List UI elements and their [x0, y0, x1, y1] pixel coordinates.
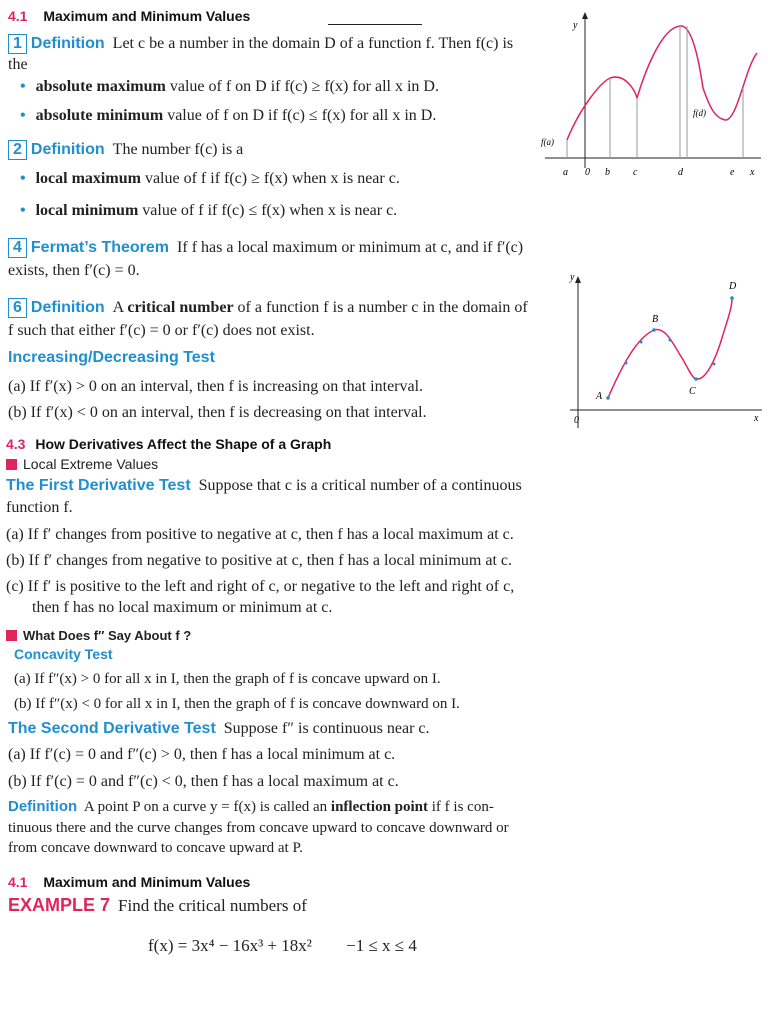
example-7	[8, 895, 307, 916]
definition-text: A point P on a curve y = f(x) is called an	[83, 799, 331, 815]
test-item-b: (b) If f′(c) = 0 and f″(c) < 0, then f has a local maximum at c.	[8, 773, 399, 790]
definition-label: Definition	[30, 299, 105, 316]
section-title: Maximum and Minimum Values	[43, 874, 251, 890]
function-curve	[608, 298, 732, 398]
theorem-number-box: 4	[8, 238, 27, 258]
bullet-icon: •	[20, 107, 26, 124]
theorem-text: If f has a local maximum or minimum at c, and if f′(c)	[177, 239, 524, 256]
term: local minimum	[35, 202, 139, 219]
theorem-text-cont: exists, then f′(c) = 0.	[8, 262, 140, 279]
point-d	[730, 296, 734, 300]
local-extrema-graph	[566, 268, 766, 436]
definition-text: Let c be a number in the domain D of a function f. Then f(c) is	[112, 35, 514, 52]
formula-domain: −1 ≤ x ≤ 4	[346, 936, 417, 955]
test-item-a: (a) If f′(c) = 0 and f″(c) > 0, then f has a local minimum at c.	[8, 746, 396, 763]
test-item-b: (b) If f′(x) < 0 on an interval, then f is decreasing on that interval.	[8, 404, 427, 421]
section-header-4-3	[6, 436, 331, 452]
point-b	[652, 328, 656, 332]
test-text: Suppose f″ is continuous near c.	[223, 720, 430, 737]
bullet-icon: •	[20, 202, 26, 219]
x-axis-label: x	[750, 167, 755, 178]
y-axis-arrow-icon	[575, 276, 581, 283]
definition-text-cont: from concave downward to concave upward at P.	[8, 840, 303, 856]
tick-label: 0	[585, 167, 590, 178]
test-item-b: (b) If f″(x) < 0 for all x in I, then the graph of f is concave downward on I.	[14, 696, 460, 712]
point-label-c: C	[689, 386, 696, 397]
definition-text-cont: the	[8, 56, 28, 73]
inflection-definition	[8, 798, 494, 816]
test-title: The Second Derivative Test	[8, 720, 216, 737]
test-item-c: (c) If f′ is positive to the left and right of c, or negative to the left and right of c,	[6, 578, 515, 595]
section-title: Maximum and Minimum Values	[43, 8, 251, 24]
test-item-a: (a) If f′(x) > 0 on an interval, then f is increasing on that interval.	[8, 378, 424, 395]
definition-label: Definition	[30, 35, 105, 52]
bullet-icon: •	[20, 170, 26, 187]
fa-label: f(a)	[541, 137, 554, 147]
fermats-theorem	[8, 238, 523, 258]
origin-label: 0	[574, 415, 579, 426]
curve-dot	[669, 339, 672, 342]
definition-text: if f is con-	[428, 799, 494, 815]
theorem-label: Fermat’s Theorem	[30, 239, 170, 256]
term: inflection point	[330, 799, 429, 815]
bullet-local-min	[20, 202, 397, 220]
definition-text-cont: tinuous there and the curve changes from concave upward to concave downward or	[8, 820, 509, 836]
term-def: value of f on D if f(c) ≤ f(x) for all x in D.	[163, 107, 437, 124]
definition-label: Definition	[8, 798, 78, 815]
test-item-a: (a) If f′ changes from positive to negative at c, then f has a local maximum at c.	[6, 526, 514, 543]
subsection-title: What Does f″ Say About f ?	[23, 628, 192, 643]
section-title: How Derivatives Affect the Shape of a Graph	[35, 436, 332, 452]
point-label-a: A	[596, 391, 603, 402]
x-axis-label: x	[754, 413, 759, 424]
term-def: value of f on D if f(c) ≥ f(x) for all x in D.	[165, 78, 439, 95]
test-text-cont: function f.	[6, 499, 73, 516]
test-title: The First Derivative Test	[6, 477, 191, 494]
definition-number-box: 1	[8, 34, 27, 54]
point-label-d: D	[729, 281, 737, 292]
tick-label: e	[730, 167, 735, 178]
definition-6	[8, 298, 528, 318]
section-header-4-1	[8, 8, 250, 24]
test-title: Increasing/Decreasing Test	[8, 349, 215, 366]
test-item-b: (b) If f′ changes from negative to positive at c, then f has a local minimum at c.	[6, 552, 512, 569]
tick-label: d	[678, 167, 683, 178]
section-number: 4.1	[8, 8, 28, 24]
definition-number-box: 6	[8, 298, 27, 318]
point-c	[694, 377, 698, 381]
formula: f(x) = 3x⁴ − 16x³ + 18x²	[148, 936, 312, 955]
example-label: EXAMPLE 7	[8, 895, 111, 915]
point-a	[606, 396, 610, 400]
test-text: Suppose that c is a critical number of a continuous	[198, 477, 522, 494]
test-item-a: (a) If f″(x) > 0 for all x in I, then the graph of f is concave upward on I.	[14, 671, 441, 687]
term-def: value of f if f(c) ≥ f(x) when x is near c.	[140, 170, 400, 187]
section-number: 4.3	[6, 436, 26, 452]
second-derivative-test	[8, 720, 430, 738]
definition-text: The number f(c) is a	[112, 141, 244, 158]
y-axis-label: y	[570, 272, 575, 283]
definition-text: A	[112, 299, 128, 316]
curve-dot	[640, 341, 643, 344]
tick-label: c	[633, 167, 638, 178]
term: critical number	[127, 299, 234, 316]
function-curve	[567, 26, 757, 140]
bullet-icon: •	[20, 78, 26, 95]
y-axis-arrow-icon	[582, 12, 588, 19]
y-axis-label: y	[573, 20, 578, 31]
term: absolute maximum	[35, 78, 166, 95]
term-def: value of f if f(c) ≤ f(x) when x is near c.	[138, 202, 398, 219]
test-item-c-cont: then f has no local maximum or minimum at c.	[32, 599, 333, 616]
subsection-local-extreme	[6, 456, 158, 472]
bullet-local-max	[20, 170, 400, 188]
point-label-b: B	[652, 314, 659, 325]
absolute-extrema-graph	[525, 8, 765, 188]
curve-dot	[625, 362, 628, 365]
bullet-absolute-max	[20, 78, 439, 96]
section-header-4-1-example	[8, 874, 250, 890]
tick-label: a	[563, 167, 568, 178]
tick-label: b	[605, 167, 610, 178]
definition-2	[8, 140, 243, 160]
divider-line	[328, 24, 422, 25]
example-text: Find the critical numbers of	[118, 896, 307, 915]
subsection-title: Local Extreme Values	[23, 456, 159, 472]
definition-label: Definition	[30, 141, 105, 158]
example-formula	[148, 936, 417, 956]
square-bullet-icon	[6, 459, 17, 470]
definition-text: of a function f is a number c in the domain of	[233, 299, 528, 316]
definition-text-cont: f such that either f′(c) = 0 or f′(c) does not exist.	[8, 322, 315, 339]
test-title: Concavity Test	[14, 646, 113, 662]
curve-dot	[713, 363, 716, 366]
subsection-what-does	[6, 628, 191, 643]
first-derivative-test	[6, 477, 522, 495]
definition-number-box: 2	[8, 140, 27, 160]
fd-label: f(d)	[693, 108, 706, 118]
definition-1	[8, 34, 513, 54]
term: local maximum	[35, 170, 141, 187]
section-number: 4.1	[8, 874, 28, 890]
bullet-absolute-min	[20, 107, 436, 125]
term: absolute minimum	[35, 107, 164, 124]
square-bullet-icon	[6, 630, 17, 641]
